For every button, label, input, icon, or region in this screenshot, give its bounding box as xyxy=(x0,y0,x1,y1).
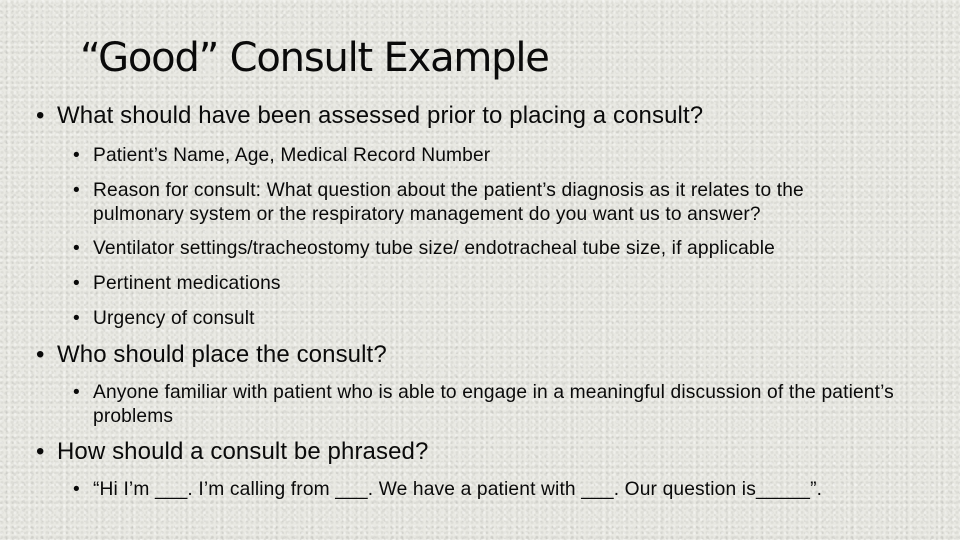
list-item xyxy=(73,272,933,296)
section-heading-text: What should have been assessed prior to placing a consult? xyxy=(57,102,704,129)
list-item xyxy=(73,237,933,261)
bullet-icon: • xyxy=(73,180,80,201)
list-item-text: Patient’s Name, Age, Medical Record Number xyxy=(93,145,491,166)
list-item xyxy=(73,307,933,331)
bullet-icon: • xyxy=(36,341,45,368)
list-item xyxy=(73,381,923,429)
list-item-text: Reason for consult: What question about the patient’s diagnosis as it relates to the pulmonary system or the respiratory management do you want us to answer? xyxy=(93,180,804,225)
bullet-icon: • xyxy=(36,102,45,129)
section-heading-text: Who should place the consult? xyxy=(57,341,387,368)
list-item xyxy=(73,478,933,502)
list-item-text: Pertinent medications xyxy=(93,273,281,294)
bullet-icon: • xyxy=(73,382,80,403)
list-item-text: Anyone familiar with patient who is able to engage in a meaningful discussion of the patient’s problems xyxy=(93,382,894,427)
bullet-icon: • xyxy=(73,238,80,259)
list-item-text: “Hi I’m ___. I’m calling from ___. We have a patient with ___. Our question is_____”. xyxy=(93,479,823,500)
bullet-icon: • xyxy=(36,438,45,465)
bullet-icon: • xyxy=(73,479,80,500)
list-item-text: Urgency of consult xyxy=(93,308,255,329)
list-item-text: Ventilator settings/tracheostomy tube size/ endotracheal tube size, if applicable xyxy=(93,238,775,259)
section-heading-text: How should a consult be phrased? xyxy=(57,438,429,465)
list-item xyxy=(73,179,893,227)
bullet-icon: • xyxy=(73,145,80,166)
slide-title: “Good” Consult Example xyxy=(80,35,549,81)
bullet-icon: • xyxy=(73,273,80,294)
bullet-icon: • xyxy=(73,308,80,329)
list-item xyxy=(73,144,933,168)
